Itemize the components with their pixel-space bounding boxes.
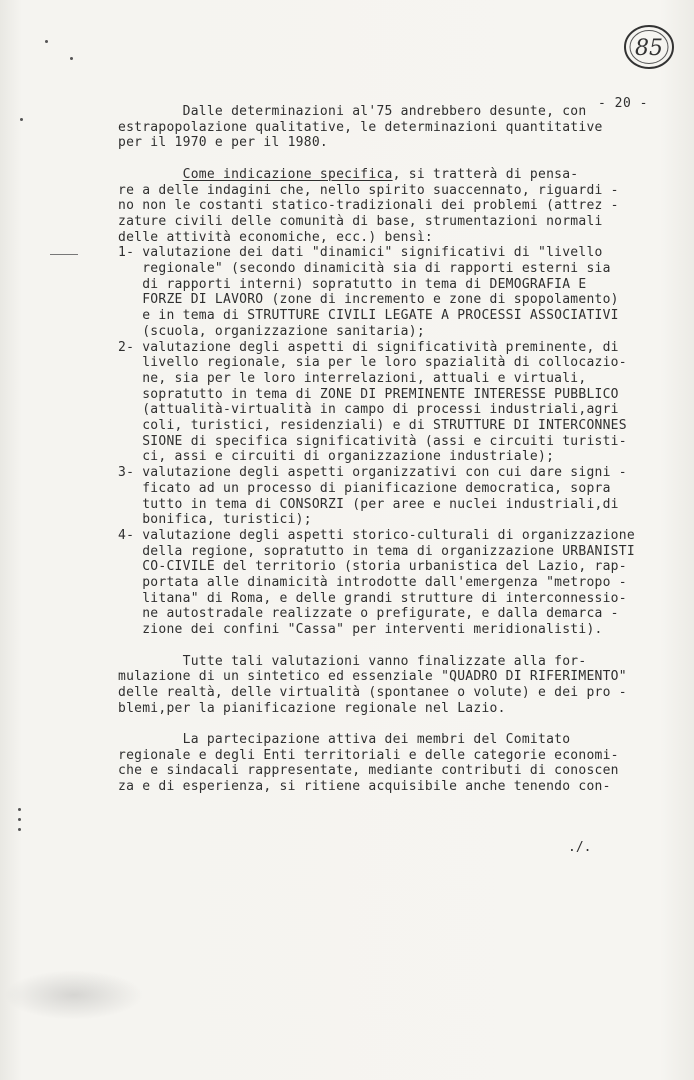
scan-smudge xyxy=(4,970,144,1020)
scan-speck xyxy=(18,818,21,821)
page-stamp-icon xyxy=(622,22,676,72)
text-line: ci, assi e circuiti di organizzazione industriale); xyxy=(118,449,555,465)
text-line: Tutte tali valutazioni vanno finalizzate alla for- xyxy=(118,653,587,669)
text-line: ne autostradale realizzate o prefigurate, e dalla demarca - xyxy=(118,606,619,622)
scan-speck xyxy=(18,808,21,811)
text-line: livello regionale, sia per le loro spazialità di collocazio- xyxy=(118,355,627,371)
text-line: za e di esperienza, si ritiene acquisibile anche tenendo con- xyxy=(118,779,611,795)
underlined-phrase: Come indicazione specifica xyxy=(182,166,393,182)
text-line: coli, turistici, residenziali) e di STRUTTURE DI INTERCONNES xyxy=(118,418,627,433)
scan-speck xyxy=(18,828,21,831)
text-line: Come indicazione specifica, si tratterà di pensa- xyxy=(182,166,579,182)
text-line: e in tema di STRUTTURE CIVILI LEGATE A PROCESSI ASSOCIATIVI xyxy=(118,308,619,324)
scan-speck xyxy=(20,118,23,121)
text-line: portata alle dinamicità introdotte dall'emergenza "metropo - xyxy=(118,575,627,590)
text-line: La partecipazione attiva dei membri del Comitato xyxy=(118,732,571,747)
text-line: regionale" (secondo dinamicità sia di rapporti esterni sia xyxy=(118,261,611,276)
margin-dash xyxy=(50,254,78,255)
text-line: ficato ad un processo di pianificazione democratica, sopra xyxy=(118,480,611,496)
text-line: zione dei confini "Cassa" per interventi meridionalisti). xyxy=(118,622,603,638)
text-line: SIONE di specifica significatività (assi e circuiti turisti- xyxy=(118,433,627,449)
text-line: delle realtà, delle virtualità (spontanee o volute) e dei pro - xyxy=(118,684,627,700)
text-line: zature civili delle comunità di base, strumentazioni normali xyxy=(118,213,603,229)
text-line: che e sindacali rappresentate, mediante contributi di conoscen xyxy=(118,763,619,779)
text-line: FORZE DI LAVORO (zone di incremento e zone di spopolamento) xyxy=(118,292,619,308)
scan-speck xyxy=(70,57,73,60)
text-line: mulazione di un sintetico ed essenziale "QUADRO DI RIFERIMENTO" xyxy=(118,669,627,685)
text-line: regionale e degli Enti territoriali e delle categorie economi- xyxy=(118,747,619,763)
continuation-mark: ./. xyxy=(568,840,592,855)
scan-speck xyxy=(45,40,48,43)
text-line: 4- valutazione degli aspetti storico-culturali di organizzazione xyxy=(118,527,635,543)
text-line: (attualità-virtualità in campo di processi industriali,agri xyxy=(118,402,619,418)
text-line: no non le costanti statico-tradizionali dei problemi (attrez - xyxy=(118,198,619,214)
text-line: delle attività economiche, ecc.) bensì: xyxy=(118,229,433,245)
text-line: estrapopolazione qualitative, le determinazioni quantitative xyxy=(118,119,603,135)
svg-text:85: 85 xyxy=(635,36,663,61)
text-line: Dalle determinazioni al'75 andrebbero desunte, con xyxy=(118,104,587,119)
text-line: 1- valutazione dei dati "dinamici" significativi di "livello xyxy=(118,245,603,261)
text-line: tutto in tema di CONSORZI (per aree e nuclei industriali,di xyxy=(118,496,619,512)
text-line: 3- valutazione degli aspetti organizzativi con cui dare signi - xyxy=(118,465,627,481)
text-line: di rapporti interni) sopratutto in tema di DEMOGRAFIA E xyxy=(118,276,587,292)
text-line: litana" di Roma, e delle grandi strutture di interconnessio- xyxy=(118,590,627,606)
text-line: 2- valutazione degli aspetti di significatività preminente, di xyxy=(118,339,619,355)
text-line: CO-CIVILE del territorio (storia urbanistica del Lazio, rap- xyxy=(118,559,627,575)
text-line: (scuola, organizzazione sanitaria); xyxy=(118,323,425,339)
page-number: - 20 - xyxy=(598,96,648,111)
text-line: per il 1970 e per il 1980. xyxy=(118,135,328,151)
text-line: blemi,per la pianificazione regionale nel Lazio. xyxy=(118,700,506,716)
text-line: sopratutto in tema di ZONE DI PREMINENTE INTERESSE PUBBLICO xyxy=(118,386,619,402)
text-line: della regione, sopratutto in tema di organizzazione URBANISTI xyxy=(118,543,635,559)
text-line: ne, sia per le loro interrelazioni, attuali e virtuali, xyxy=(118,370,587,386)
text-line: re a delle indagini che, nello spirito suaccennato, riguardi - xyxy=(118,182,619,198)
text-line: bonifica, turistici); xyxy=(118,512,312,528)
